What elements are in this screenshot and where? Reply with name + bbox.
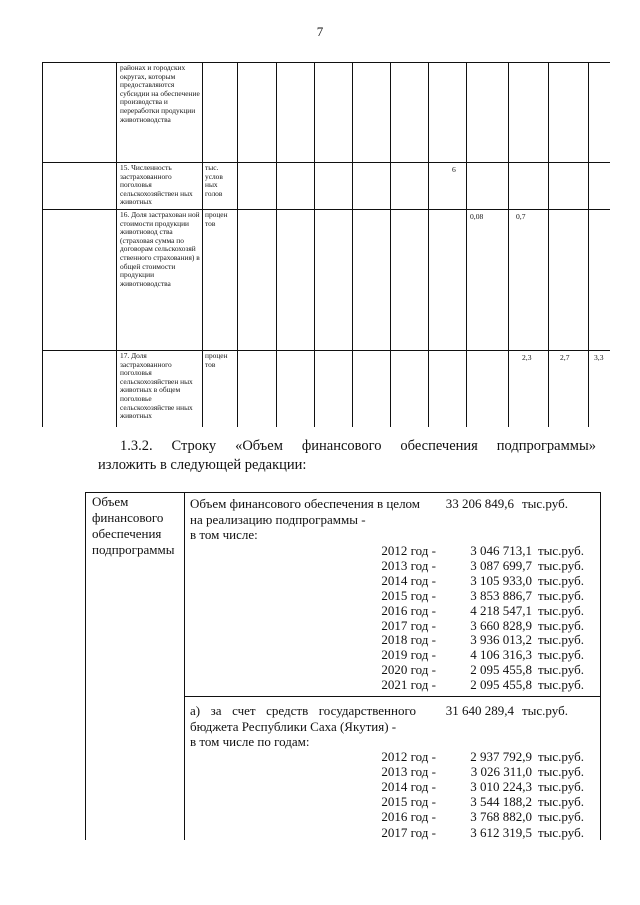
year-label: 2017 год -	[381, 824, 436, 840]
desc-word: государственного	[318, 703, 416, 718]
year-label: 2013 год -	[381, 557, 436, 573]
year-label: 2014 год -	[381, 779, 436, 795]
column-divider	[276, 62, 277, 427]
indicator-unit: процен тов	[205, 210, 228, 228]
indicator-value: 6	[452, 165, 456, 174]
label-line: подпрограммы	[92, 542, 175, 557]
year-row	[276, 603, 606, 619]
paragraph-word: финансового	[301, 438, 382, 454]
total-description	[190, 496, 428, 543]
year-label: 2016 год -	[381, 809, 436, 825]
year-row	[276, 677, 606, 693]
desc-word: за	[210, 703, 222, 718]
indicator-unit: тыс. услов ных голов	[205, 163, 223, 198]
column-divider	[588, 62, 589, 427]
column-divider	[42, 62, 43, 427]
year-amount: 3 046 713,1	[470, 543, 532, 558]
year-unit: тыс.руб.	[538, 809, 584, 825]
year-amount: 3 612 319,5	[470, 824, 532, 840]
year-unit: тыс.руб.	[538, 587, 584, 603]
year-amount: 4 218 547,1	[470, 602, 532, 618]
year-label: 2014 год -	[381, 572, 436, 588]
year-unit: тыс.руб.	[538, 632, 584, 648]
year-amount: 2 095 455,8	[470, 662, 532, 678]
year-label: 2017 год -	[381, 617, 436, 633]
paragraph-word: Строку	[171, 438, 217, 454]
indicator-unit: процен тов	[205, 351, 228, 369]
year-amount: 3 105 933,0	[470, 572, 532, 588]
indicator-name: районах и городских округах, которым предоставляются субсидии на обеспечение производства и переработки продукции животноводства	[120, 63, 200, 124]
column-divider	[202, 62, 203, 427]
column-divider	[352, 62, 353, 427]
year-row	[276, 794, 606, 810]
desc-line: в том числе:	[190, 527, 258, 542]
column-divider	[390, 62, 391, 427]
year-row	[276, 764, 606, 780]
year-label: 2016 год -	[381, 602, 436, 618]
desc-word: а)	[190, 703, 201, 718]
year-row	[276, 588, 606, 604]
year-unit: тыс.руб.	[538, 824, 584, 840]
indicator-name: 15. Численность застрахованного поголовья сельскохозяйствен ных животных	[120, 163, 193, 207]
column-divider	[508, 62, 509, 427]
budget-unit: тыс.руб.	[522, 703, 568, 718]
total-unit: тыс.руб.	[522, 496, 568, 511]
year-unit: тыс.руб.	[538, 543, 584, 558]
budget-amount: 31 640 289,4	[445, 703, 514, 718]
year-row	[276, 632, 606, 648]
year-unit: тыс.руб.	[538, 617, 584, 633]
year-amount: 3 660 828,9	[470, 617, 532, 633]
label-line: Объем	[92, 494, 129, 509]
year-amount: 3 936 013,2	[470, 632, 532, 648]
paragraph-word: 1.3.2.	[120, 438, 153, 454]
year-amount: 3 026 311,0	[470, 764, 532, 780]
year-label: 2012 год -	[381, 749, 436, 764]
year-row	[276, 749, 606, 765]
paragraph-word: обеспечения	[400, 438, 478, 454]
year-row	[276, 543, 606, 559]
year-amount: 3 768 882,0	[470, 809, 532, 825]
page-number: 7	[316, 24, 324, 39]
indicator-value: 3,3	[594, 353, 604, 362]
year-row	[276, 809, 606, 825]
column-divider	[466, 62, 467, 427]
year-label: 2015 год -	[381, 587, 436, 603]
year-unit: тыс.руб.	[538, 572, 584, 588]
year-amount: 3 544 188,2	[470, 794, 532, 810]
desc-line: на реализацию подпрограммы -	[190, 511, 366, 527]
year-row	[276, 662, 606, 678]
year-unit: тыс.руб.	[538, 794, 584, 810]
year-row	[276, 558, 606, 574]
indicator-table	[42, 62, 610, 427]
indicator-value: 2,7	[560, 353, 570, 362]
year-unit: тыс.руб.	[538, 647, 584, 663]
year-unit: тыс.руб.	[538, 602, 584, 618]
paragraph-line: изложить в следующей редакции:	[98, 457, 307, 473]
budget-description	[190, 703, 428, 750]
year-label: 2012 год -	[381, 543, 436, 558]
year-row	[276, 825, 606, 841]
year-unit: тыс.руб.	[538, 557, 584, 573]
column-divider	[237, 62, 238, 427]
desc-line	[190, 703, 416, 719]
year-row	[276, 618, 606, 634]
year-unit: тыс.руб.	[538, 662, 584, 678]
section-divider	[184, 696, 600, 697]
column-divider	[428, 62, 429, 427]
year-amount: 3 853 886,7	[470, 587, 532, 603]
indicator-name: 16. Доля застрахован ной стоимости продукции животновод ства (страховая сумма по договорам сельскохозяй ственного страхования) в общей стоимости продукции животноводства	[120, 210, 200, 288]
year-amount: 3 087 699,7	[470, 557, 532, 573]
column-divider	[184, 493, 185, 840]
year-unit: тыс.руб.	[538, 677, 584, 693]
year-label: 2018 год -	[381, 632, 436, 648]
paragraph-line	[98, 437, 596, 456]
indicator-value: 0,7	[516, 212, 526, 221]
year-amount: 4 106 316,3	[470, 647, 532, 663]
desc-word: счет	[232, 703, 256, 718]
indicator-name: 17. Доля застрахованного поголовья сельскохозяйствен ных животных в общем поголовье сельскохозяйстве нных животных	[120, 351, 193, 421]
finance-table	[85, 492, 601, 840]
column-divider	[116, 62, 117, 427]
column-divider	[548, 62, 549, 427]
paragraph-word: подпрограммы»	[496, 438, 596, 454]
total-amount: 33 206 849,6	[445, 496, 514, 511]
year-unit: тыс.руб.	[538, 749, 584, 764]
amendment-paragraph	[98, 437, 596, 475]
column-divider	[314, 62, 315, 427]
desc-line: в том числе по годам:	[190, 734, 310, 749]
year-label: 2020 год -	[381, 662, 436, 678]
year-label: 2021 год -	[381, 677, 436, 693]
year-unit: тыс.руб.	[538, 779, 584, 795]
label-line: обеспечения	[92, 526, 162, 541]
year-label: 2013 год -	[381, 764, 436, 780]
label-line: финансового	[92, 510, 164, 525]
year-unit: тыс.руб.	[538, 764, 584, 780]
desc-word: средств	[266, 703, 309, 718]
year-label: 2019 год -	[381, 647, 436, 663]
year-amount: 2 937 792,9	[470, 749, 532, 764]
year-row	[276, 779, 606, 795]
desc-line: бюджета Республики Саха (Якутия) -	[190, 718, 397, 734]
finance-label	[92, 494, 174, 558]
paragraph-word: «Объем	[235, 438, 283, 454]
year-row	[276, 573, 606, 589]
year-amount: 3 010 224,3	[470, 779, 532, 795]
desc-line: Объем финансового обеспечения в целом	[190, 496, 421, 511]
indicator-value: 0,08	[470, 212, 484, 221]
year-row	[276, 647, 606, 663]
year-label: 2015 год -	[381, 794, 436, 810]
indicator-value: 2,3	[522, 353, 532, 362]
year-amount: 2 095 455,8	[470, 677, 532, 693]
